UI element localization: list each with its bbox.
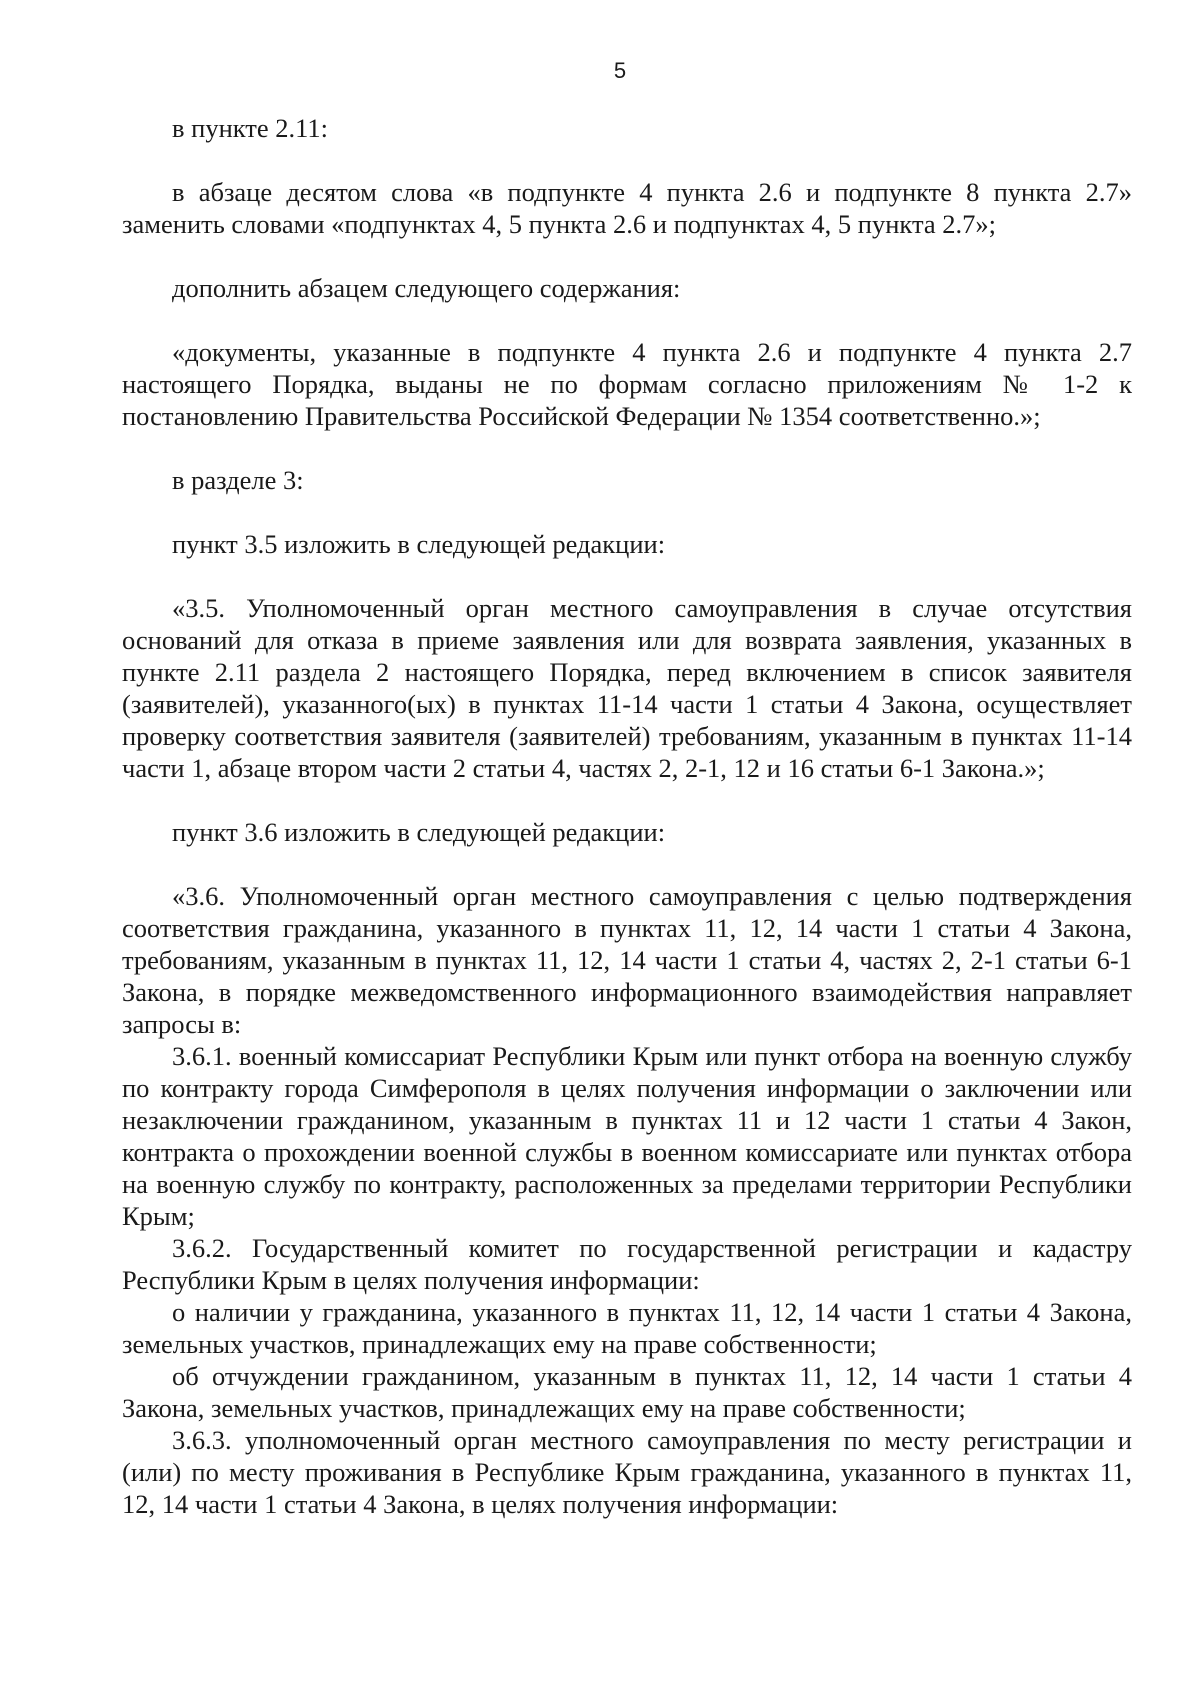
paragraph-3: дополнить абзацем следующего содержания: bbox=[172, 273, 681, 303]
paragraph-1: в пункте 2.11: bbox=[172, 113, 328, 143]
paragraph-6: пункт 3.5 изложить в следующей редакции: bbox=[172, 529, 666, 559]
paragraph-9: «3.6. Уполномоченный орган местного самоуправления с целью подтверждения соответствия гражданина, указанного в пунктах 11, 12, 14 части 1 статьи 4 Закона, требованиям, указанным в пунктах 11, 12, 14 части 1 статьи 4, частях 2, 2-1 статьи 6-1 Закона, в порядке межведомственного информационного взаимодействия направляет запросы в: bbox=[122, 881, 1132, 1039]
document-body bbox=[122, 112, 1132, 1520]
page-number: 5 bbox=[613, 58, 627, 83]
paragraph-14: 3.6.3. уполномоченный орган местного самоуправления по месту регистрации и (или) по месту проживания в Республике Крым гражданина, указанного в пунктах 11, 12, 14 части 1 статьи 4 Закона, в целях получения информации: bbox=[122, 1425, 1132, 1519]
paragraph-11: 3.6.2. Государственный комитет по государственной регистрации и кадастру Республики Крым в целях получения информации: bbox=[122, 1233, 1132, 1295]
paragraph-7: «3.5. Уполномоченный орган местного самоуправления в случае отсутствия оснований для отказа в приеме заявления или для возврата заявления, указанных в пункте 2.11 раздела 2 настоящего Порядка, перед включением в список заявителя (заявителей), указанного(ых) в пунктах 11-14 части 1 статьи 4 Закона, осуществляет проверку соответствия заявителя (заявителей) требованиям, указанным в пунктах 11-14 части 1, абзаце втором части 2 статьи 4, частях 2, 2-1, 12 и 16 статьи 6-1 Закона.»; bbox=[122, 593, 1132, 783]
paragraph-2: в абзаце десятом слова «в подпункте 4 пункта 2.6 и подпункте 8 пункта 2.7» заменить словами «подпунктах 4, 5 пункта 2.6 и подпунктах 4, 5 пункта 2.7»; bbox=[122, 177, 1132, 239]
paragraph-13: об отчуждении гражданином, указанным в пунктах 11, 12, 14 части 1 статьи 4 Закона, земельных участков, принадлежащих ему на праве собственности; bbox=[122, 1361, 1132, 1423]
paragraph-4: «документы, указанные в подпункте 4 пункта 2.6 и подпункте 4 пункта 2.7 настоящего Порядка, выданы не по формам согласно приложениям № 1-2 к постановлению Правительства Российской Федерации № 1354 соответственно.»; bbox=[122, 337, 1132, 431]
paragraph-12: о наличии у гражданина, указанного в пунктах 11, 12, 14 части 1 статьи 4 Закона, земельных участков, принадлежащих ему на праве собственности; bbox=[122, 1297, 1132, 1359]
paragraph-10: 3.6.1. военный комиссариат Республики Крым или пункт отбора на военную службу по контракту города Симферополя в целях получения информации о заключении или незаключении гражданином, указанным в пунктах 11 и 12 части 1 статьи 4 Закон, контракта о прохождении военной службы в военном комиссариате или пунктах отбора на военную службу по контракту, расположенных за пределами территории Республики Крым; bbox=[122, 1041, 1132, 1231]
paragraph-5: в разделе 3: bbox=[172, 465, 304, 495]
paragraph-8: пункт 3.6 изложить в следующей редакции: bbox=[172, 817, 666, 847]
